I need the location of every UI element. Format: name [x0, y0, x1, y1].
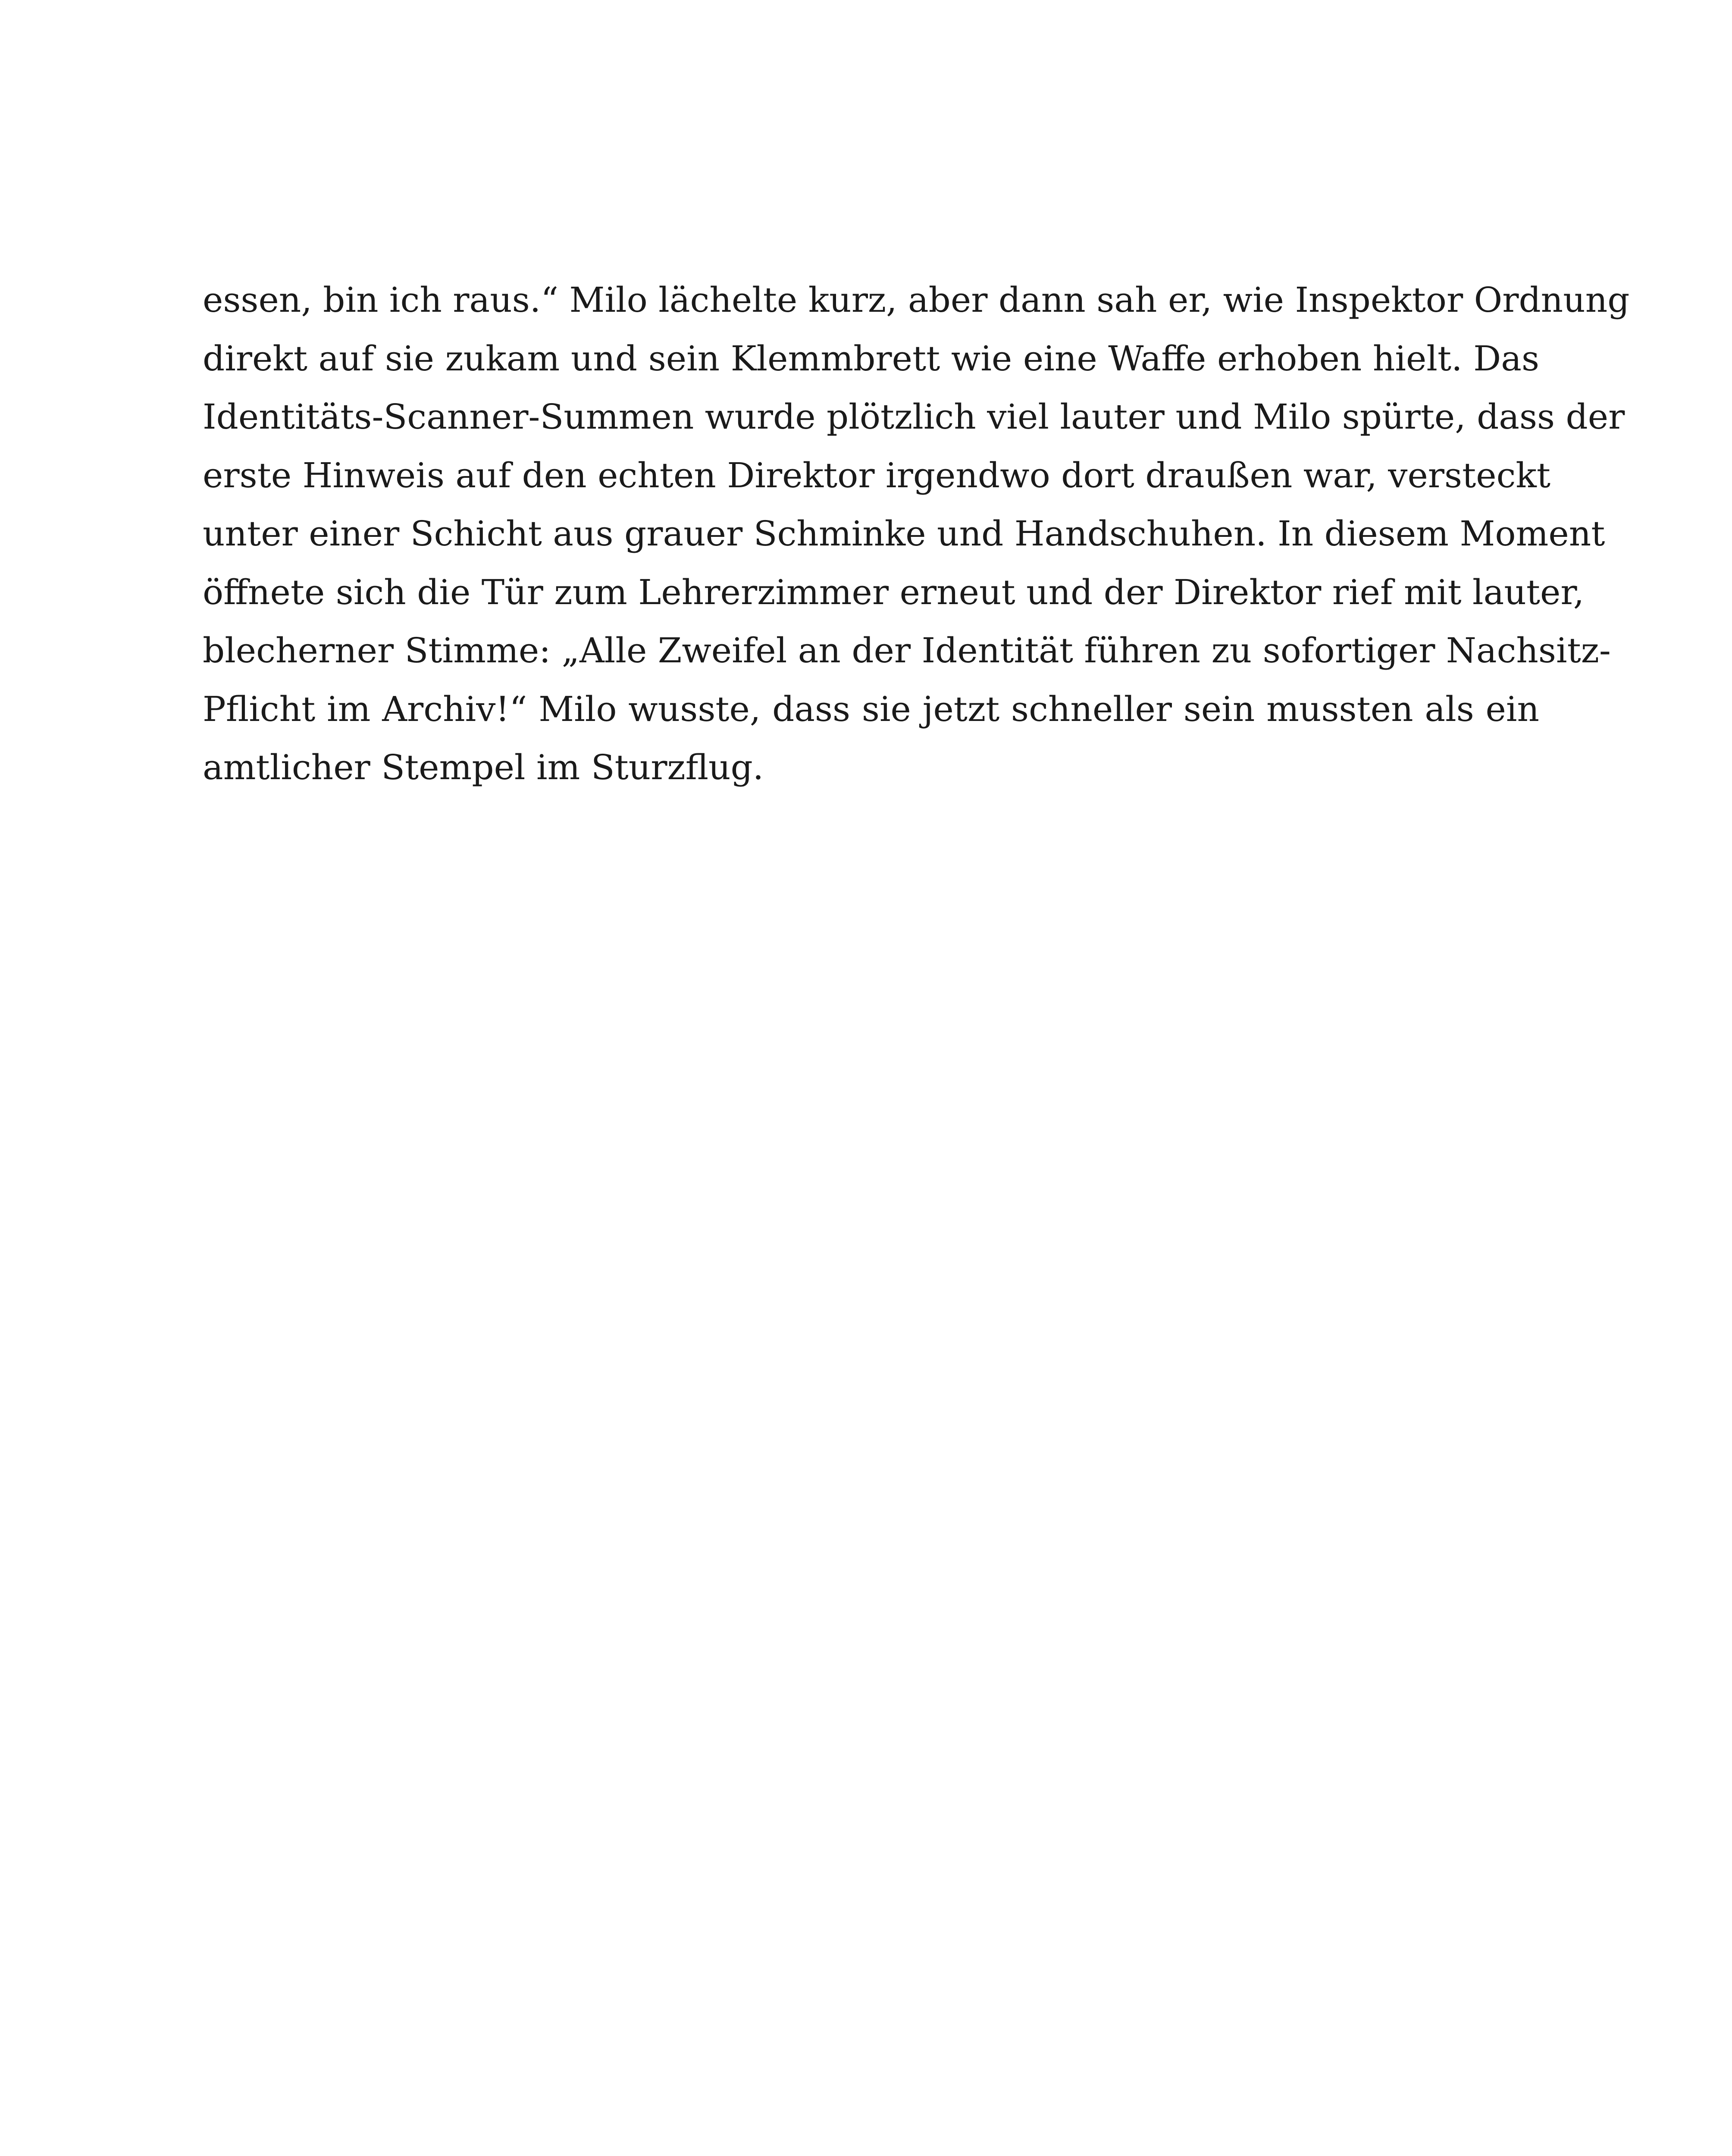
paragraph-line: essen, bin ich raus.“ Milo lächelte kurz, aber dann sah er, wie Inspektor Ordnung — [203, 280, 1630, 320]
paragraph-line: amtlicher Stempel im Sturzflug. — [203, 747, 764, 787]
paragraph-line: blecherner Stimme: „Alle Zweifel an der Identität führen zu sofortiger Nachsitz- — [203, 630, 1611, 671]
paragraph-line: öffnete sich die Tür zum Lehrerzimmer erneut und der Direktor rief mit lauter, — [203, 572, 1585, 612]
paragraph-line: direkt auf sie zukam und sein Klemmbrett wie eine Waffe erhoben hielt. Das — [203, 338, 1539, 379]
body-paragraph — [203, 271, 1630, 797]
paragraph-line: erste Hinweis auf den echten Direktor irgendwo dort draußen war, versteckt — [203, 455, 1551, 495]
paragraph-line: Identitäts-Scanner-Summen wurde plötzlich viel lauter und Milo spürte, dass der — [203, 397, 1625, 437]
paragraph-line: Pflicht im Archiv!“ Milo wusste, dass sie jetzt schneller sein mussten als ein — [203, 689, 1539, 729]
paragraph-line: unter einer Schicht aus grauer Schminke und Handschuhen. In diesem Moment — [203, 514, 1605, 554]
